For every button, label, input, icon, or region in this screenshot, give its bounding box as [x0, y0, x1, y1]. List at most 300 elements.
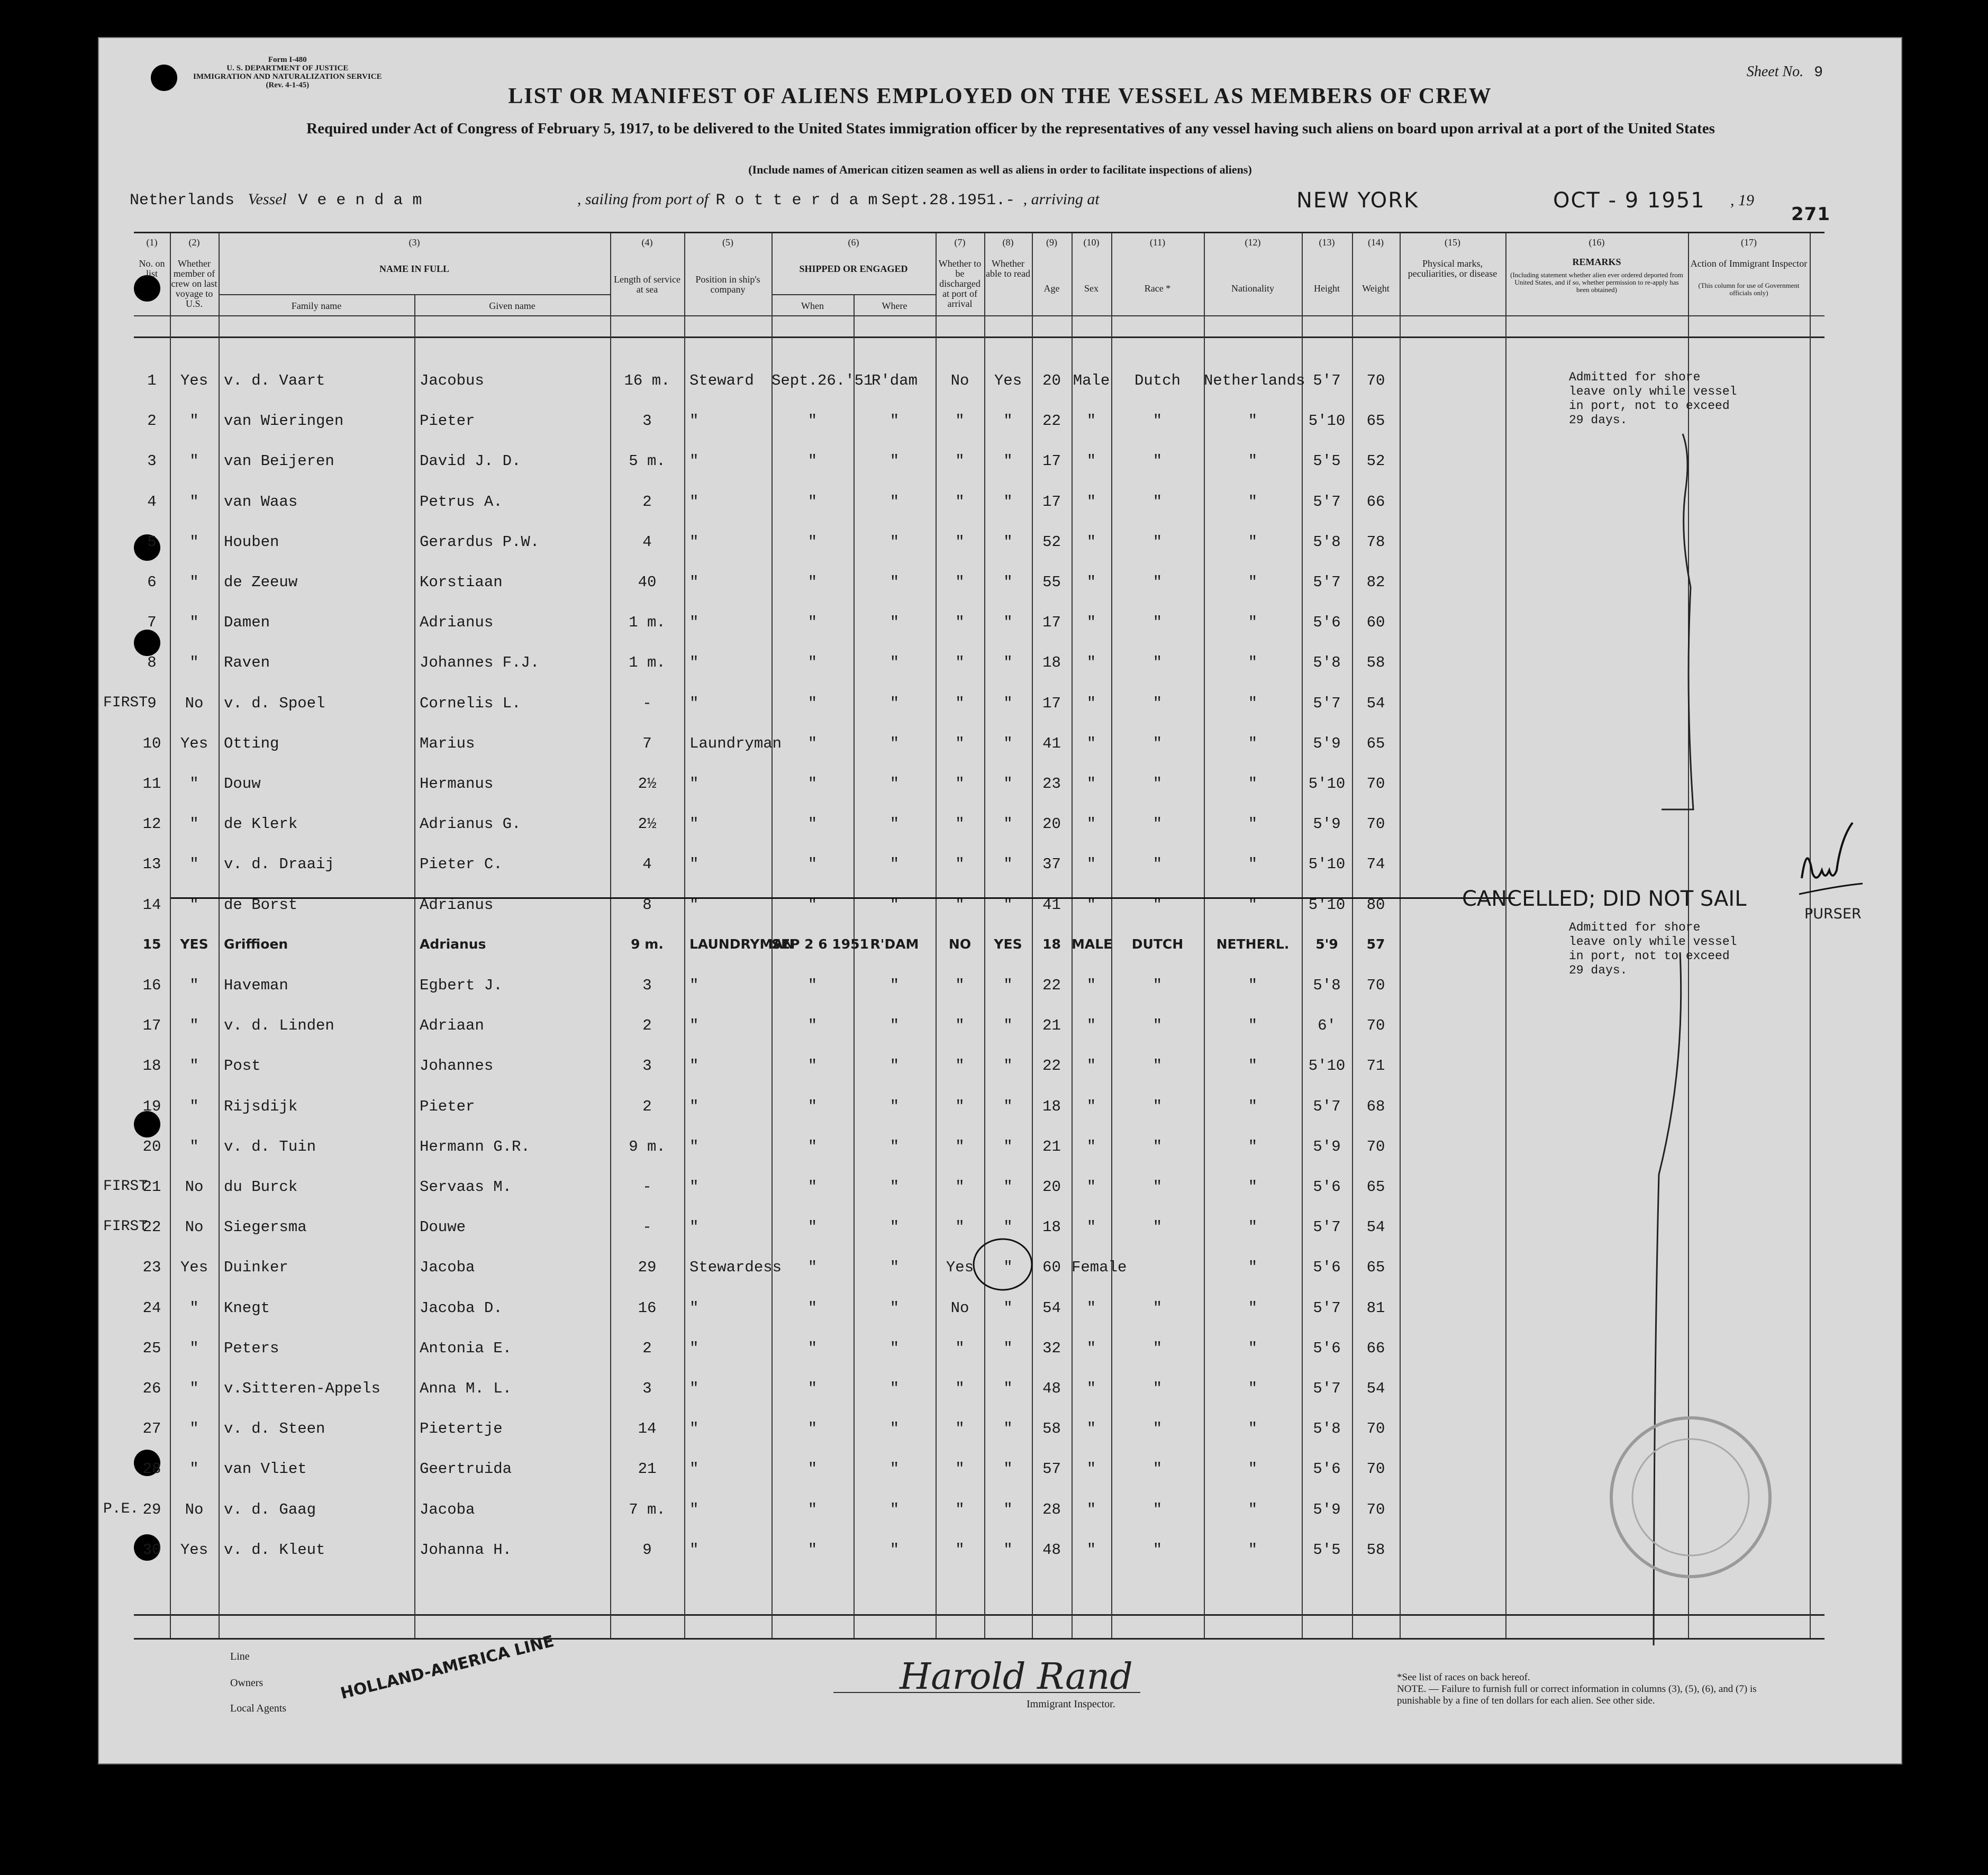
- cell-where: ": [889, 1339, 900, 1357]
- column-number: (16): [1588, 237, 1605, 248]
- column-number: (3): [409, 237, 420, 248]
- cell-service: 5 m.: [629, 452, 666, 470]
- column-number: (10): [1083, 237, 1100, 248]
- cell-no: 19: [142, 1097, 161, 1115]
- cell-no: 29: [142, 1500, 161, 1518]
- cell-age: 18: [1042, 1097, 1061, 1115]
- table-row: [134, 1340, 1810, 1380]
- cell-read: ": [1003, 1017, 1013, 1035]
- cell-when: ": [807, 1541, 818, 1559]
- sailing-port: R o t t e r d a m: [715, 192, 878, 210]
- cell-nat: ": [1248, 775, 1258, 793]
- cell-given: Petrus A.: [420, 493, 503, 511]
- cell-nat: ": [1248, 1178, 1258, 1196]
- cell-prev: No: [185, 694, 204, 712]
- cell-read: ": [1003, 1541, 1013, 1559]
- cell-height: 5'6: [1313, 1178, 1341, 1196]
- races-note: *See list of races on back hereof.: [1397, 1672, 1530, 1683]
- column-header-c6: SHIPPED OR ENGAGED: [799, 263, 908, 274]
- cell-disch: ": [955, 1380, 965, 1397]
- cell-read: ": [1003, 1218, 1013, 1236]
- cell-age: 20: [1042, 1178, 1061, 1196]
- cell-sex: Male: [1073, 372, 1110, 389]
- cell-nat: ": [1248, 855, 1258, 873]
- cell-service: 3: [642, 977, 652, 994]
- cell-family: Griffioen: [224, 936, 288, 952]
- header-bottom-rule: [134, 336, 1824, 338]
- cell-when: ": [807, 574, 818, 591]
- table-row: [134, 977, 1810, 1017]
- column-number: (13): [1319, 237, 1335, 248]
- cell-when: ": [807, 977, 818, 994]
- cell-service: 2: [642, 1339, 652, 1357]
- cell-family: Otting: [224, 734, 279, 752]
- cell-position: ": [689, 1097, 699, 1115]
- cell-no: 30: [142, 1541, 161, 1559]
- cell-disch: ": [955, 654, 965, 672]
- cell-read: ": [1003, 1299, 1013, 1317]
- cell-disch: ": [955, 1057, 965, 1075]
- cell-position: ": [689, 452, 699, 470]
- cell-disch: ": [955, 574, 965, 591]
- cell-where: R'dam: [871, 372, 918, 389]
- cell-service: 9: [642, 1541, 652, 1559]
- cell-when: ": [807, 1500, 818, 1518]
- cell-service: 1 m.: [629, 654, 666, 672]
- cell-when: ": [807, 896, 818, 914]
- cell-where: ": [889, 1097, 900, 1115]
- cell-given: Hermann G.R.: [420, 1137, 530, 1155]
- cell-race: ": [1152, 574, 1163, 591]
- cell-weight: 82: [1366, 574, 1385, 591]
- form-rev: (Rev. 4-1-45): [266, 81, 310, 89]
- table-row: [134, 1138, 1810, 1178]
- cell-height: 5'8: [1313, 654, 1341, 672]
- table-row: [134, 1017, 1810, 1057]
- cell-race: ": [1152, 1057, 1163, 1075]
- cell-given: Douwe: [420, 1218, 466, 1236]
- cell-position: ": [689, 896, 699, 914]
- column-subheader-c6b: Where: [882, 301, 907, 311]
- cell-sex: ": [1086, 1339, 1096, 1357]
- cell-family: Duinker: [224, 1259, 288, 1277]
- cell-nat: ": [1248, 694, 1258, 712]
- cell-where: ": [889, 1137, 900, 1155]
- cell-when: ": [807, 1178, 818, 1196]
- cell-disch: ": [955, 1017, 965, 1035]
- cell-height: 5'6: [1313, 1259, 1341, 1277]
- form-number: Form I-480: [268, 56, 307, 64]
- column-header-c9: Age: [1043, 283, 1060, 294]
- cell-prev: ": [189, 452, 199, 470]
- cell-position: ": [689, 1178, 699, 1196]
- table-row: [134, 1098, 1810, 1138]
- cell-disch: No: [950, 1299, 969, 1317]
- cell-given: Adrianus: [420, 896, 494, 914]
- cell-service: 3: [642, 1380, 652, 1397]
- cell-when: ": [807, 1420, 818, 1438]
- cell-family: v. d. Kleut: [224, 1541, 325, 1559]
- cell-given: Pieter: [420, 412, 475, 430]
- cell-given: Geertruida: [420, 1460, 512, 1478]
- cell-sex: ": [1086, 1218, 1096, 1236]
- cell-height: 5'10: [1308, 775, 1346, 793]
- cell-family: v. d. Vaart: [224, 372, 325, 389]
- cell-given: Jacoba: [420, 1500, 475, 1518]
- cell-race: ": [1152, 533, 1163, 551]
- cell-disch: ": [955, 1460, 965, 1478]
- cell-position: ": [689, 1460, 699, 1478]
- cell-weight: 65: [1366, 734, 1385, 752]
- cell-disch: ": [955, 533, 965, 551]
- cell-height: 5'10: [1308, 896, 1346, 914]
- cell-where: ": [889, 855, 900, 873]
- cell-when: ": [807, 1218, 818, 1236]
- cell-when: ": [807, 1380, 818, 1397]
- cell-where: ": [889, 1541, 900, 1559]
- cell-age: 37: [1042, 855, 1061, 873]
- cell-weight: 81: [1366, 1299, 1385, 1317]
- cell-weight: 70: [1366, 1420, 1385, 1438]
- cell-when: ": [807, 452, 818, 470]
- column-header-c14: Weight: [1362, 283, 1390, 294]
- cell-nat: ": [1248, 1057, 1258, 1075]
- cell-age: 54: [1042, 1299, 1061, 1317]
- cell-age: 32: [1042, 1339, 1061, 1357]
- cell-height: 5'9: [1313, 734, 1341, 752]
- inspector-signature: Harold Rand: [900, 1656, 1133, 1698]
- cell-weight: 65: [1366, 412, 1385, 430]
- cell-where: ": [889, 1218, 900, 1236]
- cell-read: ": [1003, 1460, 1013, 1478]
- cell-family: du Burck: [224, 1178, 298, 1196]
- cell-age: 58: [1042, 1420, 1061, 1438]
- cell-race: ": [1152, 694, 1163, 712]
- cell-no: 11: [142, 775, 161, 793]
- cell-sex: ": [1086, 1097, 1096, 1115]
- page-number: 271: [1791, 204, 1830, 225]
- cell-when: ": [807, 734, 818, 752]
- column-subheader-c6a: When: [801, 301, 824, 311]
- cell-height: 5'10: [1308, 1057, 1346, 1075]
- cell-disch: ": [955, 452, 965, 470]
- column-number: (2): [188, 237, 200, 248]
- cell-service: 14: [638, 1420, 657, 1438]
- cell-service: -: [642, 1178, 652, 1196]
- holland-america-stamp: HOLLAND-AMERICA LINE: [339, 1632, 556, 1703]
- cell-nat: ": [1248, 493, 1258, 511]
- cell-age: 22: [1042, 977, 1061, 994]
- cell-no: 2: [147, 412, 157, 430]
- cell-prev: ": [189, 1460, 199, 1478]
- cell-given: Pieter C.: [420, 855, 503, 873]
- cell-weight: 52: [1366, 452, 1385, 470]
- official-seal: [1595, 1402, 1786, 1592]
- cell-sex: ": [1086, 1057, 1096, 1075]
- cell-given: Johannes F.J.: [420, 654, 540, 672]
- cell-no: 9: [147, 694, 157, 712]
- cell-nat: ": [1248, 734, 1258, 752]
- cell-race: ": [1152, 493, 1163, 511]
- cell-prev: Yes: [180, 372, 208, 389]
- cell-where: ": [889, 815, 900, 833]
- cell-nat: ": [1248, 654, 1258, 672]
- cell-age: 21: [1042, 1137, 1061, 1155]
- cell-when: ": [807, 1299, 818, 1317]
- cell-prev: ": [189, 533, 199, 551]
- cell-read: ": [1003, 533, 1013, 551]
- column-number: (12): [1245, 237, 1261, 248]
- cell-read: ": [1003, 1057, 1013, 1075]
- cell-race: ": [1152, 1460, 1163, 1478]
- column-header-c4: Length of service at sea: [614, 274, 680, 295]
- shore-leave-remark: Admitted for shore leave only while vessel in port, not to exceed 29 days.: [1569, 370, 1737, 427]
- cancelled-note: CANCELLED; DID NOT SAIL: [1462, 887, 1747, 911]
- cell-sex: ": [1086, 1380, 1096, 1397]
- arriving-label: , arriving at: [1023, 190, 1100, 208]
- table-row: [134, 1057, 1810, 1097]
- cell-height: 5'7: [1313, 1380, 1341, 1397]
- table-row: [134, 372, 1810, 412]
- cell-height: 5'8: [1313, 533, 1341, 551]
- cell-given: Marius: [420, 734, 475, 752]
- cell-service: 1 m.: [629, 614, 666, 632]
- cell-height: 5'8: [1313, 977, 1341, 994]
- cell-position: Stewardess: [689, 1259, 782, 1277]
- cell-read: YES: [994, 936, 1022, 952]
- cell-age: 28: [1042, 1500, 1061, 1518]
- cell-disch: ": [955, 1541, 965, 1559]
- manifest-sheet: [98, 37, 1902, 1764]
- cell-given: Adrianus G.: [420, 815, 521, 833]
- circled-yes-mark: [968, 1233, 1037, 1317]
- cell-when: ": [807, 614, 818, 632]
- cell-read: Yes: [994, 372, 1022, 389]
- column-header-c17: Action of Immigrant Inspector: [1690, 258, 1808, 269]
- cell-prev: ": [189, 1339, 199, 1357]
- cell-age: 18: [1042, 936, 1061, 952]
- cell-prev: ": [189, 614, 199, 632]
- cell-prev: No: [185, 1178, 204, 1196]
- cell-sex: ": [1086, 1420, 1096, 1438]
- cell-given: Johannes: [420, 1057, 494, 1075]
- margin-note: FIRST: [103, 1218, 148, 1235]
- cell-where: ": [889, 775, 900, 793]
- cell-no: 25: [142, 1339, 161, 1357]
- cell-when: ": [807, 1137, 818, 1155]
- cell-position: ": [689, 1218, 699, 1236]
- cell-when: ": [807, 412, 818, 430]
- cell-nat: Netherlands: [1204, 372, 1305, 389]
- footer-note-block: [1397, 1672, 1778, 1707]
- cell-no: 15: [142, 936, 161, 952]
- cell-where: ": [889, 1299, 900, 1317]
- cell-disch: ": [955, 1218, 965, 1236]
- cell-weight: 70: [1366, 815, 1385, 833]
- column-header-c15: Physical marks, peculiarities, or disease: [1408, 258, 1497, 279]
- column-header-c16: REMARKS: [1572, 257, 1621, 267]
- column-header-c7: Whether to be discharged at port of arrival: [938, 258, 982, 309]
- cell-service: 2½: [638, 815, 657, 833]
- column-header-c5: Position in ship's company: [695, 274, 760, 295]
- cell-when: Sept.26.'51: [771, 372, 873, 389]
- cell-service: 7: [642, 734, 652, 752]
- cell-where: ": [889, 1500, 900, 1518]
- cell-height: 5'9: [1315, 936, 1338, 952]
- cell-weight: 71: [1366, 1057, 1385, 1075]
- cell-read: ": [1003, 694, 1013, 712]
- cell-age: 22: [1042, 412, 1061, 430]
- cell-race: ": [1152, 1420, 1163, 1438]
- cell-service: 7 m.: [629, 1500, 666, 1518]
- cell-family: Rijsdijk: [224, 1097, 298, 1115]
- cell-family: van Beijeren: [224, 452, 334, 470]
- cell-service: -: [642, 1218, 652, 1236]
- cell-weight: 58: [1366, 654, 1385, 672]
- cell-height: 5'6: [1313, 1339, 1341, 1357]
- cell-sex: ": [1086, 1541, 1096, 1559]
- sailing-label: , sailing from port of: [577, 190, 709, 208]
- cell-sex: ": [1086, 1299, 1096, 1317]
- cell-position: ": [689, 614, 699, 632]
- cell-read: ": [1003, 412, 1013, 430]
- cell-nat: ": [1248, 1299, 1258, 1317]
- cell-sex: ": [1086, 815, 1096, 833]
- cell-sex: ": [1086, 1017, 1096, 1035]
- cell-prev: ": [189, 1097, 199, 1115]
- cell-service: 9 m.: [631, 936, 664, 952]
- cell-when: ": [807, 1339, 818, 1357]
- cell-sex: ": [1086, 775, 1096, 793]
- cell-race: ": [1152, 1299, 1163, 1317]
- cell-service: 2½: [638, 775, 657, 793]
- cell-prev: ": [189, 977, 199, 994]
- cell-prev: ": [189, 815, 199, 833]
- cell-given: Jacobus: [420, 372, 484, 389]
- cell-no: 12: [142, 815, 161, 833]
- cell-where: ": [889, 1259, 900, 1277]
- table-row: [134, 533, 1810, 574]
- inspector-label: Immigrant Inspector.: [1027, 1698, 1115, 1710]
- cell-disch: Yes: [946, 1259, 974, 1277]
- page-note: (Include names of American citizen seamen as well as aliens in order to facilitate inspections of aliens): [748, 163, 1252, 176]
- cell-position: ": [689, 977, 699, 994]
- cell-where: ": [889, 734, 900, 752]
- cell-no: 24: [142, 1299, 161, 1317]
- cell-prev: ": [189, 412, 199, 430]
- column-note-c16sub: (Including statement whether alien ever ordered deported from United States, and if so, whether permission to re-apply has been obtained): [1510, 271, 1683, 294]
- column-header-c12: Nationality: [1231, 283, 1274, 294]
- cell-weight: 57: [1366, 936, 1385, 952]
- cell-height: 5'8: [1313, 1420, 1341, 1438]
- cell-when: ": [807, 1017, 818, 1035]
- cell-height: 6': [1318, 1017, 1336, 1035]
- cell-nat: ": [1248, 1339, 1258, 1357]
- cell-no: 1: [147, 372, 157, 389]
- cell-race: ": [1152, 1218, 1163, 1236]
- cell-given: David J. D.: [420, 452, 521, 470]
- cell-age: 41: [1042, 734, 1061, 752]
- column-number: (6): [848, 237, 859, 248]
- cell-sex: ": [1086, 896, 1096, 914]
- cell-height: 5'6: [1313, 1460, 1341, 1478]
- cell-where: ": [889, 654, 900, 672]
- cell-given: Pieter: [420, 1097, 475, 1115]
- cell-age: 17: [1042, 452, 1061, 470]
- cell-family: v. d. Linden: [224, 1017, 334, 1035]
- column-number: (14): [1368, 237, 1384, 248]
- cell-prev: No: [185, 1218, 204, 1236]
- cell-disch: ": [955, 1178, 965, 1196]
- cell-no: 5: [147, 533, 157, 551]
- cell-service: 9 m.: [629, 1137, 666, 1155]
- cell-family: de Klerk: [224, 815, 298, 833]
- column-number: (1): [146, 237, 158, 248]
- cell-service: 40: [638, 574, 657, 591]
- cell-race: ": [1152, 1097, 1163, 1115]
- cell-sex: ": [1086, 412, 1096, 430]
- cell-weight: 70: [1366, 1460, 1385, 1478]
- cell-no: 13: [142, 855, 161, 873]
- cell-nat: ": [1248, 1460, 1258, 1478]
- cell-where: ": [889, 1017, 900, 1035]
- cell-read: ": [1003, 977, 1013, 994]
- cell-family: Peters: [224, 1339, 279, 1357]
- cell-nat: ": [1248, 977, 1258, 994]
- cell-height: 5'5: [1313, 452, 1341, 470]
- cell-weight: 70: [1366, 1500, 1385, 1518]
- cell-weight: 80: [1366, 896, 1385, 914]
- cell-family: van Waas: [224, 493, 298, 511]
- form-service: IMMIGRATION AND NATURALIZATION SERVICE: [193, 72, 382, 81]
- cell-race: ": [1152, 1137, 1163, 1155]
- cell-age: 41: [1042, 896, 1061, 914]
- table-row: [134, 574, 1810, 614]
- column-header-c13: Height: [1314, 283, 1340, 294]
- cell-no: 6: [147, 574, 157, 591]
- cell-no: 17: [142, 1017, 161, 1035]
- cell-nat: ": [1248, 452, 1258, 470]
- cell-when: ": [807, 815, 818, 833]
- cell-no: 18: [142, 1057, 161, 1075]
- owners-label: Owners: [230, 1677, 264, 1689]
- cell-position: ": [689, 815, 699, 833]
- shore-leave-remark: Admitted for shore leave only while vessel in port, not to exceed 29 days.: [1569, 921, 1737, 977]
- column-header-c8: Whether able to read: [986, 258, 1030, 279]
- column-number: (9): [1046, 237, 1057, 248]
- cell-prev: ": [189, 896, 199, 914]
- cell-nat: ": [1248, 1218, 1258, 1236]
- cell-nat: ": [1248, 533, 1258, 551]
- cell-prev: ": [189, 1017, 199, 1035]
- header-divider: [134, 315, 1824, 316]
- cell-where: ": [889, 493, 900, 511]
- cell-position: Steward: [689, 372, 754, 389]
- cell-service: 3: [642, 1057, 652, 1075]
- page-subtitle: Required under Act of Congress of February 5, 1917, to be delivered to the United States immigration officer by the representatives of any vessel having such aliens on board upon arrival at a port of the United States: [306, 120, 1715, 137]
- cell-service: -: [642, 694, 652, 712]
- cell-read: ": [1003, 775, 1013, 793]
- cell-read: ": [1003, 1178, 1013, 1196]
- cell-position: ": [689, 1541, 699, 1559]
- cell-when: ": [807, 1057, 818, 1075]
- cell-prev: ": [189, 1380, 199, 1397]
- cell-sex: ": [1086, 1137, 1096, 1155]
- cell-no: 4: [147, 493, 157, 511]
- cell-position: ": [689, 1500, 699, 1518]
- column-note-c17sub: (This column for use of Government officials only): [1698, 281, 1800, 297]
- cell-height: 5'5: [1313, 1541, 1341, 1559]
